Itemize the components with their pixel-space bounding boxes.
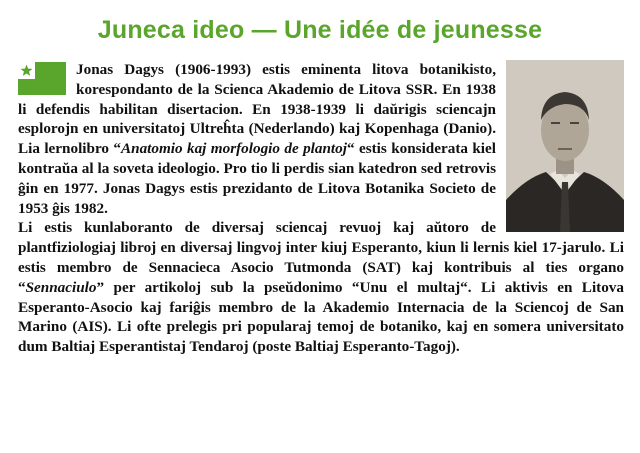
- article-body: [18, 60, 624, 357]
- green-star-icon: [18, 62, 35, 79]
- portrait-photo: [506, 60, 624, 232]
- book-title: Anatomio kaj morfologio de plantoj: [121, 140, 347, 158]
- journal-title: Sennaciulo: [25, 278, 97, 296]
- paragraph-1: Jonas Dagys (1906-1993) estis eminenta litova botanikisto, korespondanto de la Scienca Akademio de Litova SSR. En 1938 li defendis habilitan disertacion. En 1938-1939 li daŭrigis sciencajn esplorojn en universitatoj Ultreĥta (Nederlando) kaj Kopenhaga (Danio). Lia lernolibro “Anatomio kaj morfologio de plantoj“ estis konsiderata kiel kontraŭa al la soveta ideologio. Pro tio li perdis sian katedron sed retrovis ĝin en 1977. Jonas Dagys estis prezidanto de Litova Botanika Societo de 1953 ĝis 1982.: [18, 61, 496, 217]
- page-title: Juneca ideo — Une idée de jeunesse: [97, 16, 543, 44]
- paragraph-2: Li estis kunlaboranto de diversaj sciencaj revuoj kaj aŭtoro de plantfiziologiaj libroj en diversaj lingvoj inter kiuj Esperanto, kiun li lernis kiel 17-jarulo. Li estis membro de Sennacieca Asocio Tutmonda (SAT) kaj kontribuis al ties organo “Sennaciulo” per artikoloj sub la pseŭdonimo “Unu el multaj“. Li aktivis en Litova Esperanto-Asocio kaj fariĝis membro de la Akademio Internacia de la Sciencoj de San Marino (AIS). Li ofte prelegis pri popularaj temoj de botaniko, kaj en somera universitato dum Baltiaj Esperantistaj Tendaroj (poste Baltiaj Esperanto-Tagoj).: [18, 219, 624, 356]
- esperanto-flag-icon: [18, 62, 66, 95]
